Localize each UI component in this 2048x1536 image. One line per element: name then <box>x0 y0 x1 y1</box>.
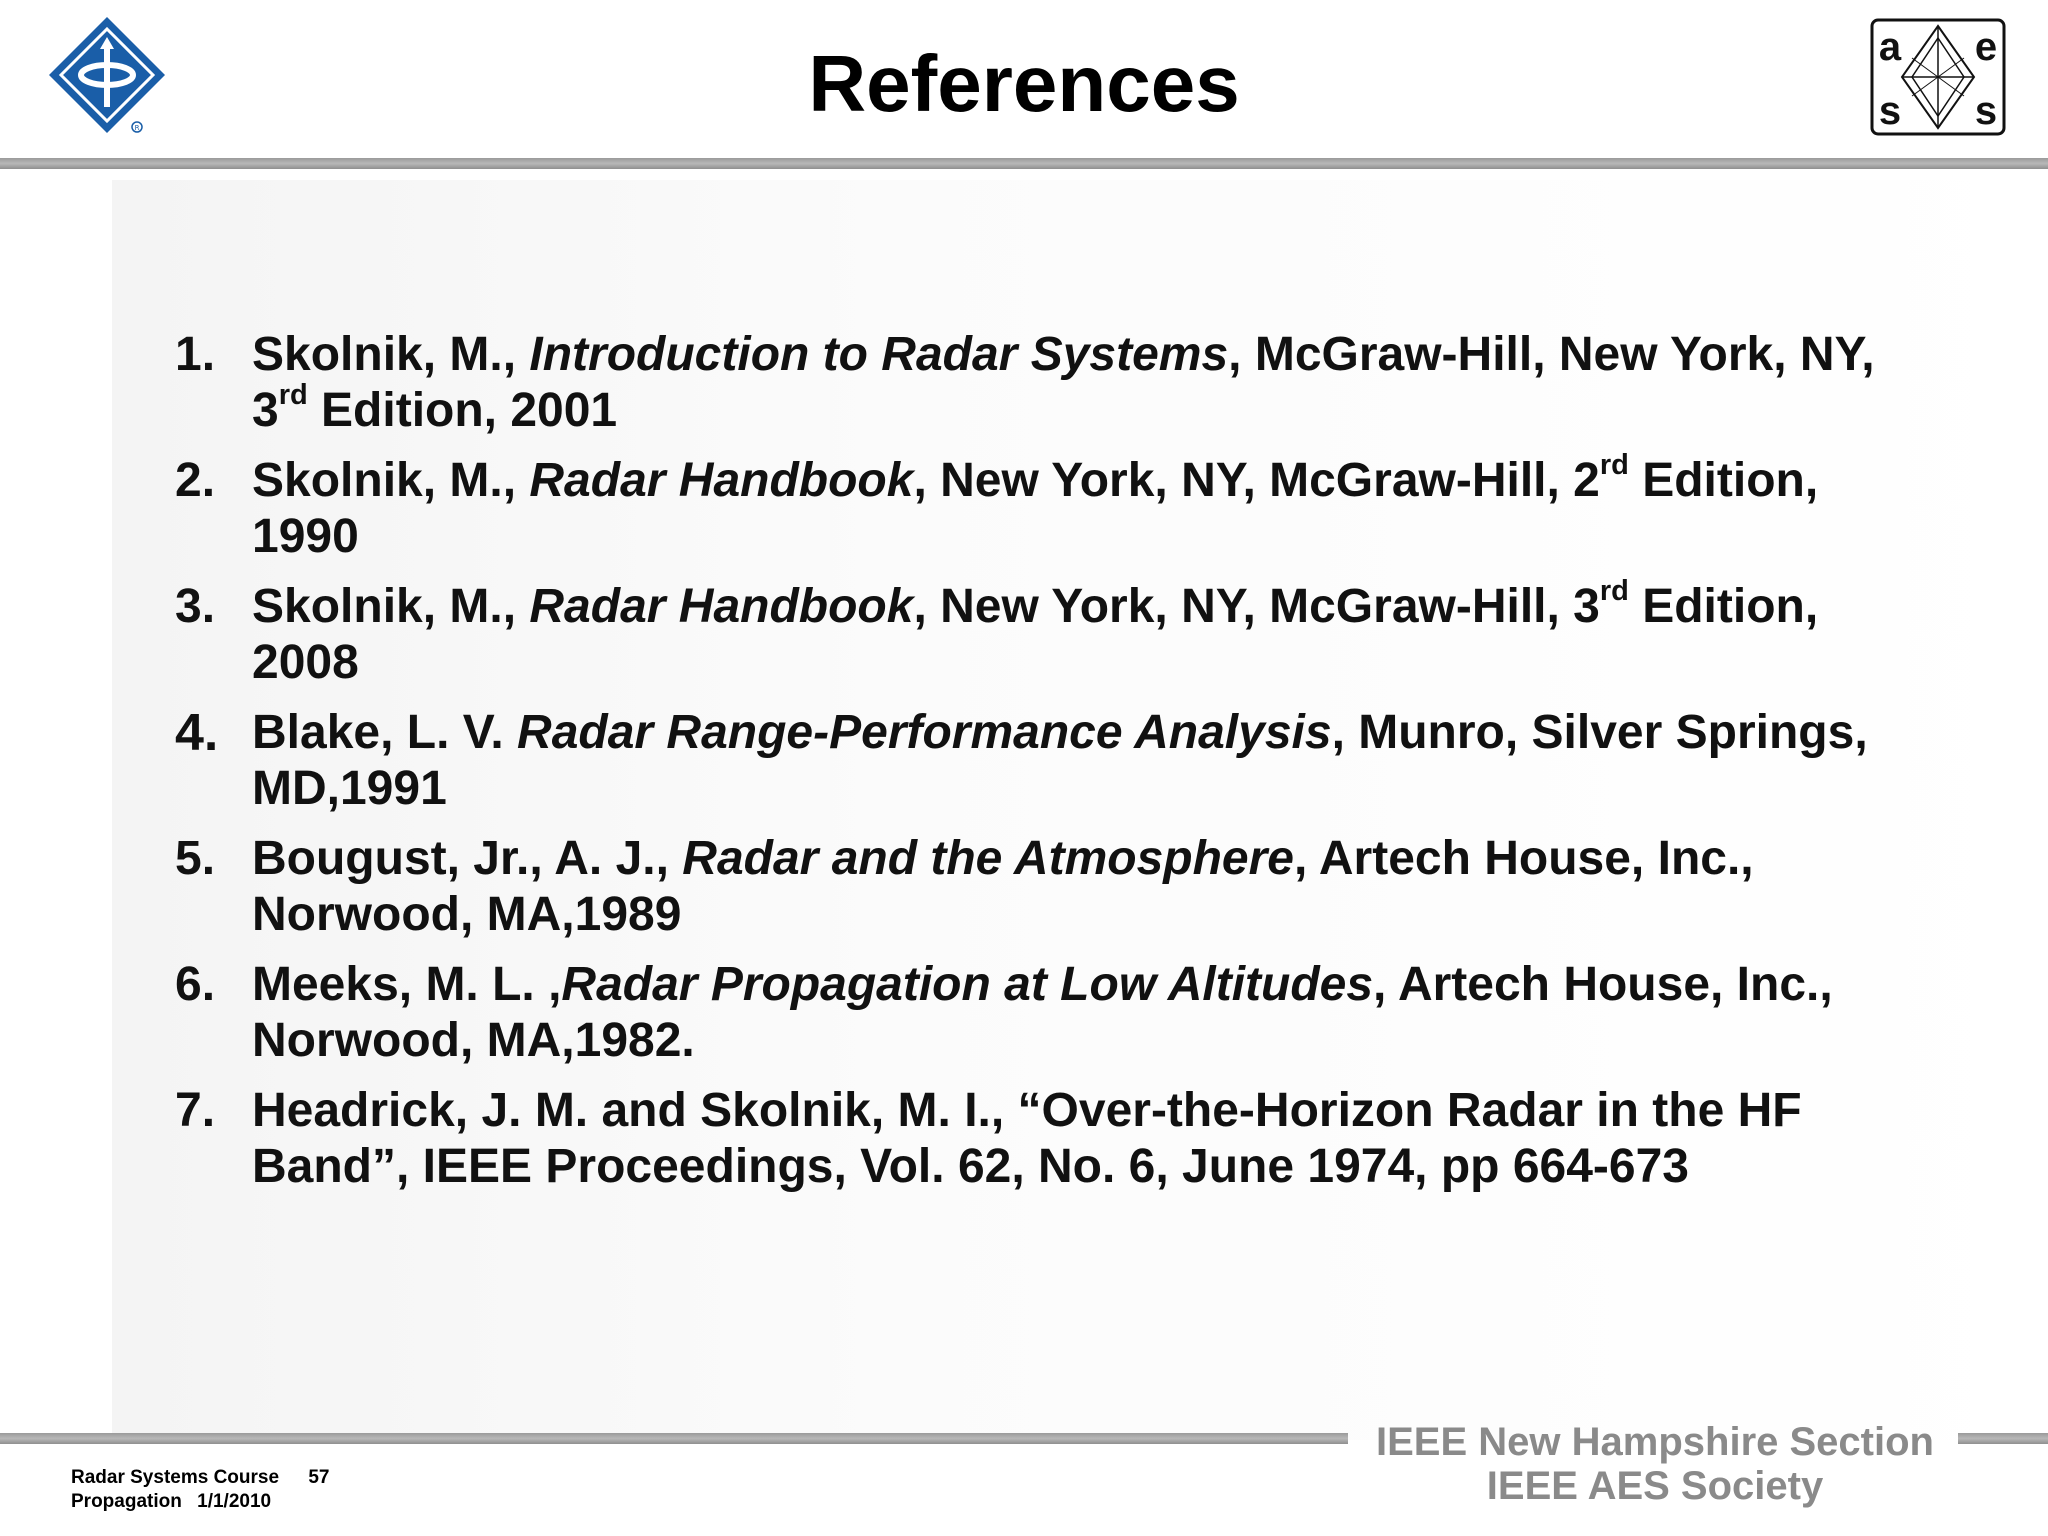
footer-page-number: 57 <box>308 1467 330 1488</box>
footer-date: 1/1/2010 <box>197 1491 272 1512</box>
reference-title: Radar Propagation at Low Altitudes <box>561 958 1374 1011</box>
reference-number: 3. <box>175 580 216 633</box>
footer-divider-left <box>0 1433 1348 1444</box>
svg-text:s: s <box>1974 89 1998 133</box>
footer-topic: Propagation <box>71 1491 182 1512</box>
reference-publisher: , Artech House, Inc., Norwood, MA,1989 <box>252 832 1754 941</box>
reference-item <box>175 449 1915 565</box>
reference-publisher: , New York, NY, McGraw-Hill, 2 <box>913 454 1600 507</box>
reference-number: 1. <box>175 328 216 381</box>
reference-publisher: , New York, NY, McGraw-Hill, 3 <box>913 580 1600 633</box>
header-divider <box>0 158 2048 169</box>
reference-edition: Edition, 2008 <box>252 580 1819 689</box>
svg-text:a: a <box>1878 25 1902 69</box>
reference-item <box>175 831 1915 943</box>
svg-text:e: e <box>1974 25 1998 69</box>
reference-text: Headrick, J. M. and Skolnik, M. I., “Over-the-Horizon Radar in the HF Band”, IEEE Proceedings, Vol. 62, No. 6, June 1974, pp 664-673 <box>252 1084 1802 1193</box>
reference-ordinal: rd <box>1599 575 1629 607</box>
reference-author: Skolnik, M., <box>252 454 530 507</box>
footer-organization <box>1355 1420 1955 1508</box>
svg-text:s: s <box>1878 89 1902 133</box>
reference-title: Introduction to Radar Systems <box>529 328 1229 381</box>
footer-divider-right <box>1958 1433 2048 1444</box>
reference-item <box>175 1083 1915 1195</box>
reference-ordinal: rd <box>278 379 308 411</box>
reference-publisher: , Munro, Silver Springs, MD,1991 <box>252 706 1868 815</box>
reference-edition: Edition, 2001 <box>307 384 618 437</box>
reference-number: 6. <box>175 958 216 1011</box>
reference-number: 4. <box>175 704 219 762</box>
reference-author: Skolnik, M., <box>252 580 530 633</box>
reference-item <box>175 957 1915 1069</box>
reference-publisher: , Artech House, Inc., Norwood, MA,1982. <box>252 958 1833 1067</box>
reference-item <box>175 327 1915 439</box>
references-list <box>175 327 1915 1209</box>
reference-number: 5. <box>175 832 216 885</box>
reference-author: Skolnik, M., <box>252 328 530 381</box>
reference-publisher: , McGraw-Hill, New York, NY, 3 <box>252 328 1875 437</box>
reference-number: 7. <box>175 1084 216 1137</box>
reference-title: Radar and the Atmosphere <box>682 832 1294 885</box>
reference-title: Radar Handbook <box>529 454 914 507</box>
reference-item <box>175 705 1915 817</box>
footer-org-line2: IEEE AES Society <box>1486 1464 1824 1508</box>
reference-title: Radar Handbook <box>529 580 914 633</box>
footer-org-line1: IEEE New Hampshire Section <box>1376 1420 1934 1464</box>
svg-text:R: R <box>134 124 140 132</box>
footer-course-name: Radar Systems Course <box>71 1467 280 1488</box>
reference-ordinal: rd <box>1599 449 1629 481</box>
page-title: References <box>808 39 1240 128</box>
reference-title: Radar Range-Performance Analysis <box>517 706 1332 759</box>
reference-item <box>175 575 1915 691</box>
reference-author: Meeks, M. L. , <box>252 958 562 1011</box>
footer-course-info <box>71 1466 329 1514</box>
reference-number: 2. <box>175 454 216 507</box>
reference-author: Bougust, Jr., A. J., <box>252 832 683 885</box>
reference-edition: Edition, 1990 <box>252 454 1819 563</box>
reference-author: Blake, L. V. <box>252 706 518 759</box>
